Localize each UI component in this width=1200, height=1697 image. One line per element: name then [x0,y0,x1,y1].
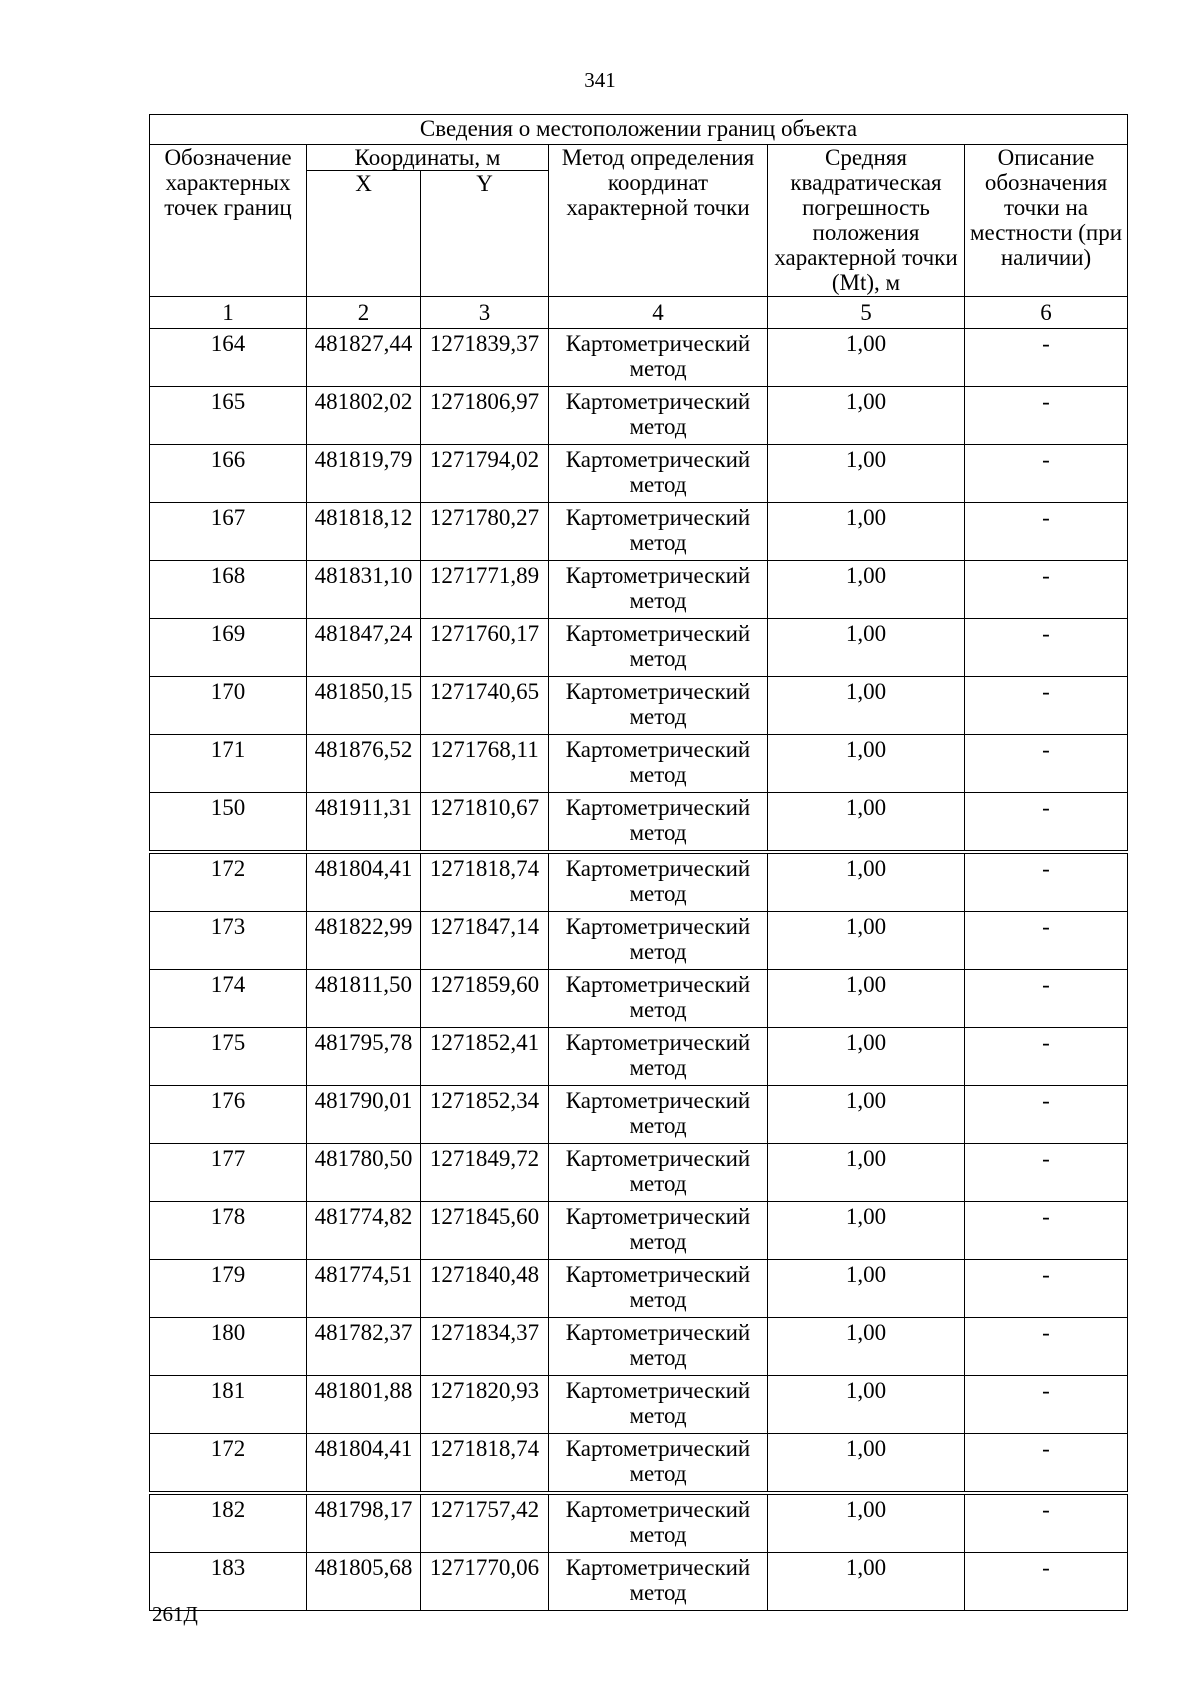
point-cell: 179 [150,1260,307,1318]
description-cell: - [965,1553,1128,1611]
y-coordinate-cell: 1271806,97 [421,387,549,445]
description-cell: - [965,329,1128,387]
column-number-cell: 6 [965,297,1128,329]
method-cell: Картометрический метод [549,1144,768,1202]
x-coordinate-cell: 481827,44 [307,329,421,387]
x-coordinate-cell: 481801,88 [307,1376,421,1434]
table-row [150,1318,1128,1376]
mean-error-cell: 1,00 [768,1086,965,1144]
column-number-cell: 2 [307,297,421,329]
y-coordinate-cell: 1271849,72 [421,1144,549,1202]
description-cell: - [965,1434,1128,1494]
x-coordinate-cell: 481847,24 [307,619,421,677]
mean-error-cell: 1,00 [768,1318,965,1376]
point-cell: 172 [150,852,307,912]
method-cell: Картометрический метод [549,503,768,561]
mean-error-cell: 1,00 [768,1260,965,1318]
table-row [150,445,1128,503]
description-cell: - [965,912,1128,970]
y-coordinate-cell: 1271818,74 [421,1434,549,1494]
point-cell: 176 [150,1086,307,1144]
description-cell: - [965,1260,1128,1318]
mean-error-cell: 1,00 [768,793,965,853]
mean-error-cell: 1,00 [768,1493,965,1553]
mean-error-cell: 1,00 [768,852,965,912]
method-cell: Картометрический метод [549,619,768,677]
description-cell: - [965,677,1128,735]
table-row [150,387,1128,445]
header-description: Описание обозначения точки на местности (при наличии) [965,145,1128,297]
table-row [150,1493,1128,1553]
description-cell: - [965,1086,1128,1144]
method-cell: Картометрический метод [549,970,768,1028]
x-coordinate-cell: 481795,78 [307,1028,421,1086]
table-row [150,1202,1128,1260]
y-coordinate-cell: 1271771,89 [421,561,549,619]
description-cell: - [965,1493,1128,1553]
x-coordinate-cell: 481911,31 [307,793,421,853]
y-coordinate-cell: 1271810,67 [421,793,549,853]
table-row [150,735,1128,793]
method-cell: Картометрический метод [549,912,768,970]
x-coordinate-cell: 481805,68 [307,1553,421,1611]
table-row [150,793,1128,853]
method-cell: Картометрический метод [549,1086,768,1144]
point-cell: 170 [150,677,307,735]
point-cell: 168 [150,561,307,619]
y-coordinate-cell: 1271834,37 [421,1318,549,1376]
boundary-coordinates-table [149,114,1128,1611]
y-coordinate-cell: 1271845,60 [421,1202,549,1260]
y-coordinate-cell: 1271780,27 [421,503,549,561]
mean-error-cell: 1,00 [768,1376,965,1434]
point-cell: 167 [150,503,307,561]
point-cell: 172 [150,1434,307,1494]
point-cell: 169 [150,619,307,677]
point-cell: 174 [150,970,307,1028]
x-coordinate-cell: 481780,50 [307,1144,421,1202]
method-cell: Картометрический метод [549,445,768,503]
mean-error-cell: 1,00 [768,970,965,1028]
description-cell: - [965,1144,1128,1202]
y-coordinate-cell: 1271852,34 [421,1086,549,1144]
document-code: 261Д [152,1602,198,1626]
mean-error-cell: 1,00 [768,1202,965,1260]
y-coordinate-cell: 1271770,06 [421,1553,549,1611]
y-coordinate-cell: 1271757,42 [421,1493,549,1553]
table-row [150,1434,1128,1494]
x-coordinate-cell: 481876,52 [307,735,421,793]
description-cell: - [965,561,1128,619]
description-cell: - [965,735,1128,793]
table-row [150,1144,1128,1202]
method-cell: Картометрический метод [549,1434,768,1494]
table-row [150,677,1128,735]
header-coordinates: Координаты, м [307,145,549,171]
description-cell: - [965,387,1128,445]
x-coordinate-cell: 481802,02 [307,387,421,445]
x-coordinate-cell: 481818,12 [307,503,421,561]
method-cell: Картометрический метод [549,329,768,387]
description-cell: - [965,1202,1128,1260]
x-coordinate-cell: 481850,15 [307,677,421,735]
point-cell: 165 [150,387,307,445]
header-method: Метод определения координат характерной точки [549,145,768,297]
method-cell: Картометрический метод [549,1260,768,1318]
point-cell: 177 [150,1144,307,1202]
point-cell: 180 [150,1318,307,1376]
x-coordinate-cell: 481804,41 [307,1434,421,1494]
mean-error-cell: 1,00 [768,677,965,735]
table-row [150,503,1128,561]
y-coordinate-cell: 1271794,02 [421,445,549,503]
x-coordinate-cell: 481790,01 [307,1086,421,1144]
y-coordinate-cell: 1271740,65 [421,677,549,735]
y-coordinate-cell: 1271818,74 [421,852,549,912]
point-cell: 178 [150,1202,307,1260]
y-coordinate-cell: 1271852,41 [421,1028,549,1086]
column-number-cell: 1 [150,297,307,329]
mean-error-cell: 1,00 [768,503,965,561]
description-cell: - [965,1318,1128,1376]
method-cell: Картометрический метод [549,1318,768,1376]
header-x: X [307,171,421,297]
description-cell: - [965,852,1128,912]
x-coordinate-cell: 481819,79 [307,445,421,503]
method-cell: Картометрический метод [549,793,768,853]
header-mean-error: Средняя квадратическая погрешность положения характерной точки (Mt), м [768,145,965,297]
mean-error-cell: 1,00 [768,735,965,793]
table-row [150,852,1128,912]
y-coordinate-cell: 1271859,60 [421,970,549,1028]
x-coordinate-cell: 481774,51 [307,1260,421,1318]
mean-error-cell: 1,00 [768,619,965,677]
mean-error-cell: 1,00 [768,1028,965,1086]
point-cell: 164 [150,329,307,387]
table-row [150,912,1128,970]
description-cell: - [965,1376,1128,1434]
method-cell: Картометрический метод [549,1376,768,1434]
mean-error-cell: 1,00 [768,1144,965,1202]
method-cell: Картометрический метод [549,561,768,619]
point-cell: 171 [150,735,307,793]
point-cell: 182 [150,1493,307,1553]
header-point-designation: Обозначение характерных точек границ [150,145,307,297]
page-number: 341 [584,68,616,92]
table-title: Сведения о местоположении границ объекта [150,115,1128,145]
method-cell: Картометрический метод [549,852,768,912]
y-coordinate-cell: 1271768,11 [421,735,549,793]
mean-error-cell: 1,00 [768,1553,965,1611]
y-coordinate-cell: 1271839,37 [421,329,549,387]
column-number-cell: 5 [768,297,965,329]
x-coordinate-cell: 481782,37 [307,1318,421,1376]
point-cell: 173 [150,912,307,970]
description-cell: - [965,619,1128,677]
table-row [150,1376,1128,1434]
x-coordinate-cell: 481804,41 [307,852,421,912]
x-coordinate-cell: 481798,17 [307,1493,421,1553]
table-row [150,970,1128,1028]
column-number-cell: 4 [549,297,768,329]
method-cell: Картометрический метод [549,387,768,445]
x-coordinate-cell: 481831,10 [307,561,421,619]
x-coordinate-cell: 481811,50 [307,970,421,1028]
table-row [150,561,1128,619]
mean-error-cell: 1,00 [768,329,965,387]
table-row [150,619,1128,677]
x-coordinate-cell: 481822,99 [307,912,421,970]
mean-error-cell: 1,00 [768,912,965,970]
table-row [150,1260,1128,1318]
y-coordinate-cell: 1271840,48 [421,1260,549,1318]
method-cell: Картометрический метод [549,1028,768,1086]
description-cell: - [965,970,1128,1028]
column-numbers-row [150,297,1128,329]
point-cell: 175 [150,1028,307,1086]
table-row [150,1086,1128,1144]
description-cell: - [965,503,1128,561]
description-cell: - [965,445,1128,503]
method-cell: Картометрический метод [549,1493,768,1553]
table-row [150,1553,1128,1611]
x-coordinate-cell: 481774,82 [307,1202,421,1260]
method-cell: Картометрический метод [549,1553,768,1611]
point-cell: 181 [150,1376,307,1434]
point-cell: 150 [150,793,307,853]
mean-error-cell: 1,00 [768,387,965,445]
description-cell: - [965,793,1128,853]
point-cell: 183 [150,1553,307,1611]
method-cell: Картометрический метод [549,677,768,735]
table-row [150,329,1128,387]
y-coordinate-cell: 1271820,93 [421,1376,549,1434]
y-coordinate-cell: 1271760,17 [421,619,549,677]
description-cell: - [965,1028,1128,1086]
method-cell: Картометрический метод [549,735,768,793]
header-y: Y [421,171,549,297]
mean-error-cell: 1,00 [768,1434,965,1494]
mean-error-cell: 1,00 [768,561,965,619]
table-row [150,1028,1128,1086]
mean-error-cell: 1,00 [768,445,965,503]
method-cell: Картометрический метод [549,1202,768,1260]
y-coordinate-cell: 1271847,14 [421,912,549,970]
column-number-cell: 3 [421,297,549,329]
point-cell: 166 [150,445,307,503]
